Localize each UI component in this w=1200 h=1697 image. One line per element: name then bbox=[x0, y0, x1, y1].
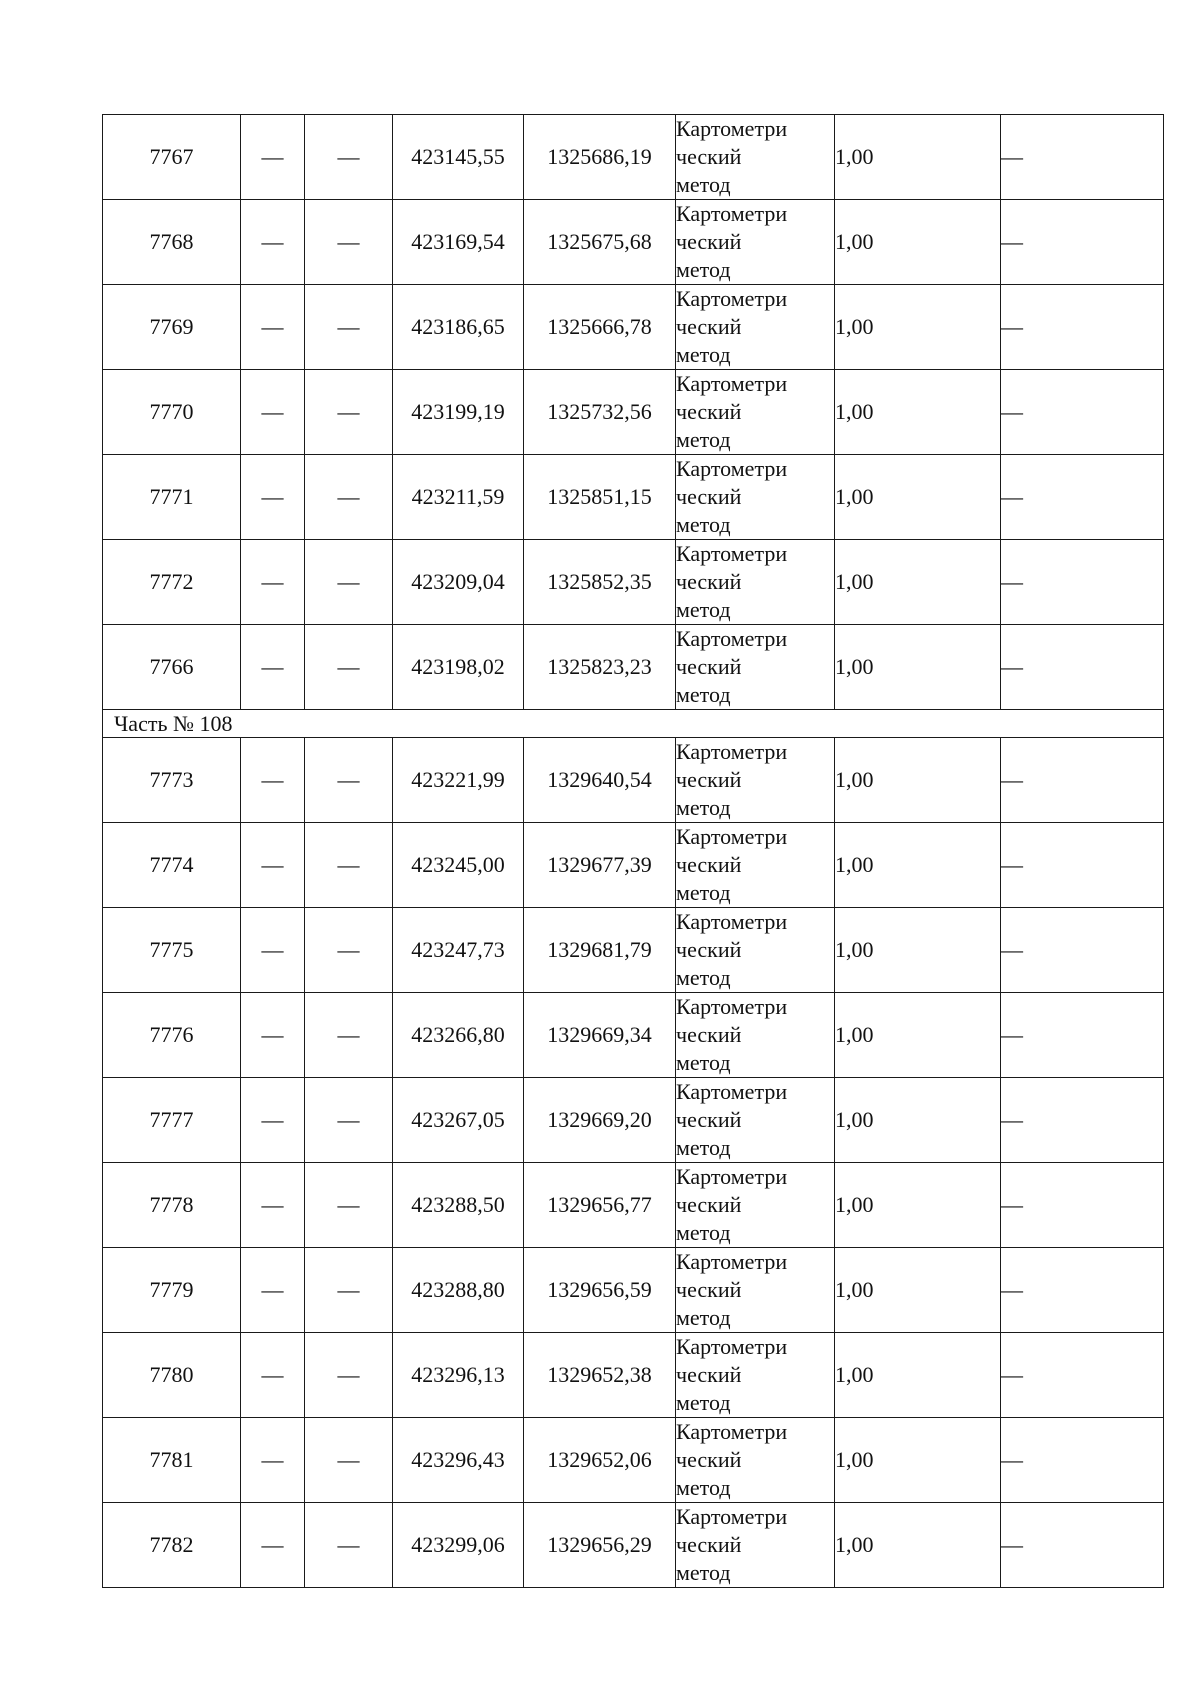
accuracy-cell: 1,00 bbox=[835, 1078, 1001, 1163]
method-cell bbox=[676, 455, 835, 540]
point-number-cell: 7767 bbox=[103, 115, 241, 200]
coordinate-x-cell: 423199,19 bbox=[393, 370, 524, 455]
coordinate-x-cell: 423299,06 bbox=[393, 1503, 524, 1588]
accuracy-cell: 1,00 bbox=[835, 1248, 1001, 1333]
method-text-line: метод bbox=[676, 342, 731, 367]
method-text-line: Картометри bbox=[676, 201, 788, 226]
accuracy-cell: 1,00 bbox=[835, 908, 1001, 993]
description-dash-cell: — bbox=[1001, 1333, 1164, 1418]
method-text-line: метод bbox=[676, 1560, 731, 1585]
coordinate-x-cell: 423296,13 bbox=[393, 1333, 524, 1418]
empty-dash-cell: — bbox=[305, 540, 393, 625]
empty-dash-cell: — bbox=[305, 908, 393, 993]
coordinate-x-cell: 423288,50 bbox=[393, 1163, 524, 1248]
method-cell bbox=[676, 993, 835, 1078]
method-text-line: ческий bbox=[676, 569, 742, 594]
accuracy-cell: 1,00 bbox=[835, 1163, 1001, 1248]
coordinate-x-cell: 423266,80 bbox=[393, 993, 524, 1078]
method-text-line: Картометри bbox=[676, 626, 788, 651]
method-text-line: метод bbox=[676, 682, 731, 707]
method-cell bbox=[676, 115, 835, 200]
description-dash-cell: — bbox=[1001, 115, 1164, 200]
coordinate-x-cell: 423169,54 bbox=[393, 200, 524, 285]
coordinate-y-cell: 1325666,78 bbox=[524, 285, 676, 370]
method-text-line: метод bbox=[676, 795, 731, 820]
coordinate-x-cell: 423198,02 bbox=[393, 625, 524, 710]
table-row bbox=[103, 455, 1164, 540]
accuracy-cell: 1,00 bbox=[835, 370, 1001, 455]
accuracy-cell: 1,00 bbox=[835, 200, 1001, 285]
method-text-line: метод bbox=[676, 172, 731, 197]
description-dash-cell: — bbox=[1001, 823, 1164, 908]
table-row bbox=[103, 200, 1164, 285]
coordinates-table bbox=[102, 114, 1164, 1588]
table-row bbox=[103, 1503, 1164, 1588]
method-text-line: метод bbox=[676, 427, 731, 452]
description-dash-cell: — bbox=[1001, 540, 1164, 625]
coordinate-y-cell: 1329640,54 bbox=[524, 738, 676, 823]
coordinate-x-cell: 423267,05 bbox=[393, 1078, 524, 1163]
coordinate-x-cell: 423209,04 bbox=[393, 540, 524, 625]
empty-dash-cell: — bbox=[241, 285, 305, 370]
empty-dash-cell: — bbox=[305, 1078, 393, 1163]
method-text-line: Картометри bbox=[676, 286, 788, 311]
empty-dash-cell: — bbox=[241, 115, 305, 200]
table-row bbox=[103, 908, 1164, 993]
point-number-cell: 7782 bbox=[103, 1503, 241, 1588]
coordinate-x-cell: 423296,43 bbox=[393, 1418, 524, 1503]
coordinate-x-cell: 423211,59 bbox=[393, 455, 524, 540]
table-row bbox=[103, 540, 1164, 625]
point-number-cell: 7768 bbox=[103, 200, 241, 285]
empty-dash-cell: — bbox=[241, 908, 305, 993]
method-text-line: метод bbox=[676, 965, 731, 990]
point-number-cell: 7777 bbox=[103, 1078, 241, 1163]
method-text-line: метод bbox=[676, 512, 731, 537]
coordinate-y-cell: 1329677,39 bbox=[524, 823, 676, 908]
point-number-cell: 7771 bbox=[103, 455, 241, 540]
method-cell bbox=[676, 1078, 835, 1163]
method-text-line: ческий bbox=[676, 484, 742, 509]
method-text-line: ческий bbox=[676, 654, 742, 679]
table-row bbox=[103, 1418, 1164, 1503]
empty-dash-cell: — bbox=[241, 1418, 305, 1503]
point-number-cell: 7775 bbox=[103, 908, 241, 993]
method-cell bbox=[676, 1503, 835, 1588]
method-text-line: ческий bbox=[676, 1107, 742, 1132]
method-text-line: Картометри bbox=[676, 371, 788, 396]
table-row bbox=[103, 1163, 1164, 1248]
empty-dash-cell: — bbox=[241, 993, 305, 1078]
method-text-line: ческий bbox=[676, 937, 742, 962]
method-text-line: Картометри bbox=[676, 1419, 788, 1444]
point-number-cell: 7769 bbox=[103, 285, 241, 370]
coordinate-x-cell: 423288,80 bbox=[393, 1248, 524, 1333]
empty-dash-cell: — bbox=[305, 455, 393, 540]
description-dash-cell: — bbox=[1001, 625, 1164, 710]
method-text-line: Картометри bbox=[676, 739, 788, 764]
method-cell bbox=[676, 1163, 835, 1248]
method-text-line: ческий bbox=[676, 229, 742, 254]
coordinate-y-cell: 1325686,19 bbox=[524, 115, 676, 200]
method-text-line: метод bbox=[676, 1475, 731, 1500]
accuracy-cell: 1,00 bbox=[835, 738, 1001, 823]
empty-dash-cell: — bbox=[241, 200, 305, 285]
description-dash-cell: — bbox=[1001, 200, 1164, 285]
method-text-line: ческий bbox=[676, 144, 742, 169]
method-text-line: метод bbox=[676, 1220, 731, 1245]
accuracy-cell: 1,00 bbox=[835, 1503, 1001, 1588]
empty-dash-cell: — bbox=[305, 200, 393, 285]
method-cell bbox=[676, 1248, 835, 1333]
accuracy-cell: 1,00 bbox=[835, 1418, 1001, 1503]
method-cell bbox=[676, 285, 835, 370]
point-number-cell: 7778 bbox=[103, 1163, 241, 1248]
method-text-line: ческий bbox=[676, 1362, 742, 1387]
description-dash-cell: — bbox=[1001, 908, 1164, 993]
method-text-line: метод bbox=[676, 1050, 731, 1075]
coordinate-x-cell: 423221,99 bbox=[393, 738, 524, 823]
point-number-cell: 7781 bbox=[103, 1418, 241, 1503]
coordinate-x-cell: 423247,73 bbox=[393, 908, 524, 993]
accuracy-cell: 1,00 bbox=[835, 285, 1001, 370]
method-text-line: ческий bbox=[676, 1192, 742, 1217]
table-row bbox=[103, 1078, 1164, 1163]
method-cell bbox=[676, 738, 835, 823]
coordinate-x-cell: 423145,55 bbox=[393, 115, 524, 200]
table-row bbox=[103, 823, 1164, 908]
empty-dash-cell: — bbox=[241, 1163, 305, 1248]
coordinate-y-cell: 1329681,79 bbox=[524, 908, 676, 993]
coordinate-y-cell: 1325675,68 bbox=[524, 200, 676, 285]
accuracy-cell: 1,00 bbox=[835, 823, 1001, 908]
method-text-line: метод bbox=[676, 1390, 731, 1415]
method-text-line: ческий bbox=[676, 1022, 742, 1047]
accuracy-cell: 1,00 bbox=[835, 455, 1001, 540]
description-dash-cell: — bbox=[1001, 993, 1164, 1078]
coordinate-y-cell: 1329656,77 bbox=[524, 1163, 676, 1248]
coordinate-y-cell: 1329656,29 bbox=[524, 1503, 676, 1588]
table-row bbox=[103, 285, 1164, 370]
method-text-line: Картометри bbox=[676, 1164, 788, 1189]
coordinate-y-cell: 1329669,20 bbox=[524, 1078, 676, 1163]
coordinate-y-cell: 1325851,15 bbox=[524, 455, 676, 540]
method-cell bbox=[676, 1333, 835, 1418]
empty-dash-cell: — bbox=[241, 455, 305, 540]
empty-dash-cell: — bbox=[305, 115, 393, 200]
empty-dash-cell: — bbox=[305, 1163, 393, 1248]
empty-dash-cell: — bbox=[305, 1333, 393, 1418]
method-text-line: метод bbox=[676, 257, 731, 282]
method-cell bbox=[676, 370, 835, 455]
method-text-line: ческий bbox=[676, 1532, 742, 1557]
empty-dash-cell: — bbox=[305, 1248, 393, 1333]
point-number-cell: 7773 bbox=[103, 738, 241, 823]
part-label: Часть № 108 bbox=[103, 710, 1164, 738]
table-row bbox=[103, 738, 1164, 823]
method-text-line: Картометри bbox=[676, 909, 788, 934]
table-row bbox=[103, 625, 1164, 710]
table-row bbox=[103, 1248, 1164, 1333]
empty-dash-cell: — bbox=[241, 1333, 305, 1418]
table-row bbox=[103, 993, 1164, 1078]
table-body bbox=[103, 115, 1164, 1588]
method-text-line: метод bbox=[676, 597, 731, 622]
empty-dash-cell: — bbox=[305, 1418, 393, 1503]
empty-dash-cell: — bbox=[305, 823, 393, 908]
point-number-cell: 7774 bbox=[103, 823, 241, 908]
point-number-cell: 7776 bbox=[103, 993, 241, 1078]
method-text-line: Картометри bbox=[676, 116, 788, 141]
empty-dash-cell: — bbox=[241, 823, 305, 908]
coordinate-x-cell: 423186,65 bbox=[393, 285, 524, 370]
method-cell bbox=[676, 625, 835, 710]
empty-dash-cell: — bbox=[305, 993, 393, 1078]
point-number-cell: 7770 bbox=[103, 370, 241, 455]
table-row bbox=[103, 115, 1164, 200]
description-dash-cell: — bbox=[1001, 738, 1164, 823]
method-text-line: ческий bbox=[676, 767, 742, 792]
coordinate-y-cell: 1329669,34 bbox=[524, 993, 676, 1078]
empty-dash-cell: — bbox=[305, 1503, 393, 1588]
empty-dash-cell: — bbox=[241, 370, 305, 455]
method-text-line: ческий bbox=[676, 1447, 742, 1472]
empty-dash-cell: — bbox=[241, 625, 305, 710]
method-cell bbox=[676, 540, 835, 625]
coordinate-y-cell: 1329652,06 bbox=[524, 1418, 676, 1503]
accuracy-cell: 1,00 bbox=[835, 625, 1001, 710]
method-text-line: Картометри bbox=[676, 1079, 788, 1104]
empty-dash-cell: — bbox=[305, 625, 393, 710]
empty-dash-cell: — bbox=[305, 738, 393, 823]
method-text-line: Картометри bbox=[676, 541, 788, 566]
method-cell bbox=[676, 908, 835, 993]
description-dash-cell: — bbox=[1001, 1418, 1164, 1503]
method-cell bbox=[676, 823, 835, 908]
empty-dash-cell: — bbox=[305, 285, 393, 370]
part-header-row bbox=[103, 710, 1164, 738]
method-text-line: ческий bbox=[676, 314, 742, 339]
description-dash-cell: — bbox=[1001, 1503, 1164, 1588]
method-cell bbox=[676, 1418, 835, 1503]
accuracy-cell: 1,00 bbox=[835, 1333, 1001, 1418]
empty-dash-cell: — bbox=[305, 370, 393, 455]
method-cell bbox=[676, 200, 835, 285]
coordinate-y-cell: 1329652,38 bbox=[524, 1333, 676, 1418]
empty-dash-cell: — bbox=[241, 1248, 305, 1333]
accuracy-cell: 1,00 bbox=[835, 115, 1001, 200]
point-number-cell: 7780 bbox=[103, 1333, 241, 1418]
description-dash-cell: — bbox=[1001, 1163, 1164, 1248]
accuracy-cell: 1,00 bbox=[835, 540, 1001, 625]
description-dash-cell: — bbox=[1001, 285, 1164, 370]
method-text-line: Картометри bbox=[676, 994, 788, 1019]
method-text-line: Картометри bbox=[676, 1334, 788, 1359]
coordinate-y-cell: 1325823,23 bbox=[524, 625, 676, 710]
point-number-cell: 7766 bbox=[103, 625, 241, 710]
description-dash-cell: — bbox=[1001, 455, 1164, 540]
method-text-line: метод bbox=[676, 1305, 731, 1330]
description-dash-cell: — bbox=[1001, 1248, 1164, 1333]
coordinate-y-cell: 1325732,56 bbox=[524, 370, 676, 455]
description-dash-cell: — bbox=[1001, 370, 1164, 455]
table-row bbox=[103, 370, 1164, 455]
point-number-cell: 7779 bbox=[103, 1248, 241, 1333]
method-text-line: ческий bbox=[676, 1277, 742, 1302]
method-text-line: Картометри bbox=[676, 1504, 788, 1529]
method-text-line: Картометри bbox=[676, 824, 788, 849]
coordinate-y-cell: 1329656,59 bbox=[524, 1248, 676, 1333]
method-text-line: Картометри bbox=[676, 1249, 788, 1274]
empty-dash-cell: — bbox=[241, 1078, 305, 1163]
point-number-cell: 7772 bbox=[103, 540, 241, 625]
empty-dash-cell: — bbox=[241, 1503, 305, 1588]
method-text-line: метод bbox=[676, 880, 731, 905]
accuracy-cell: 1,00 bbox=[835, 993, 1001, 1078]
method-text-line: ческий bbox=[676, 852, 742, 877]
method-text-line: ческий bbox=[676, 399, 742, 424]
coordinate-y-cell: 1325852,35 bbox=[524, 540, 676, 625]
empty-dash-cell: — bbox=[241, 738, 305, 823]
method-text-line: Картометри bbox=[676, 456, 788, 481]
empty-dash-cell: — bbox=[241, 540, 305, 625]
description-dash-cell: — bbox=[1001, 1078, 1164, 1163]
coordinate-x-cell: 423245,00 bbox=[393, 823, 524, 908]
method-text-line: метод bbox=[676, 1135, 731, 1160]
table-row bbox=[103, 1333, 1164, 1418]
